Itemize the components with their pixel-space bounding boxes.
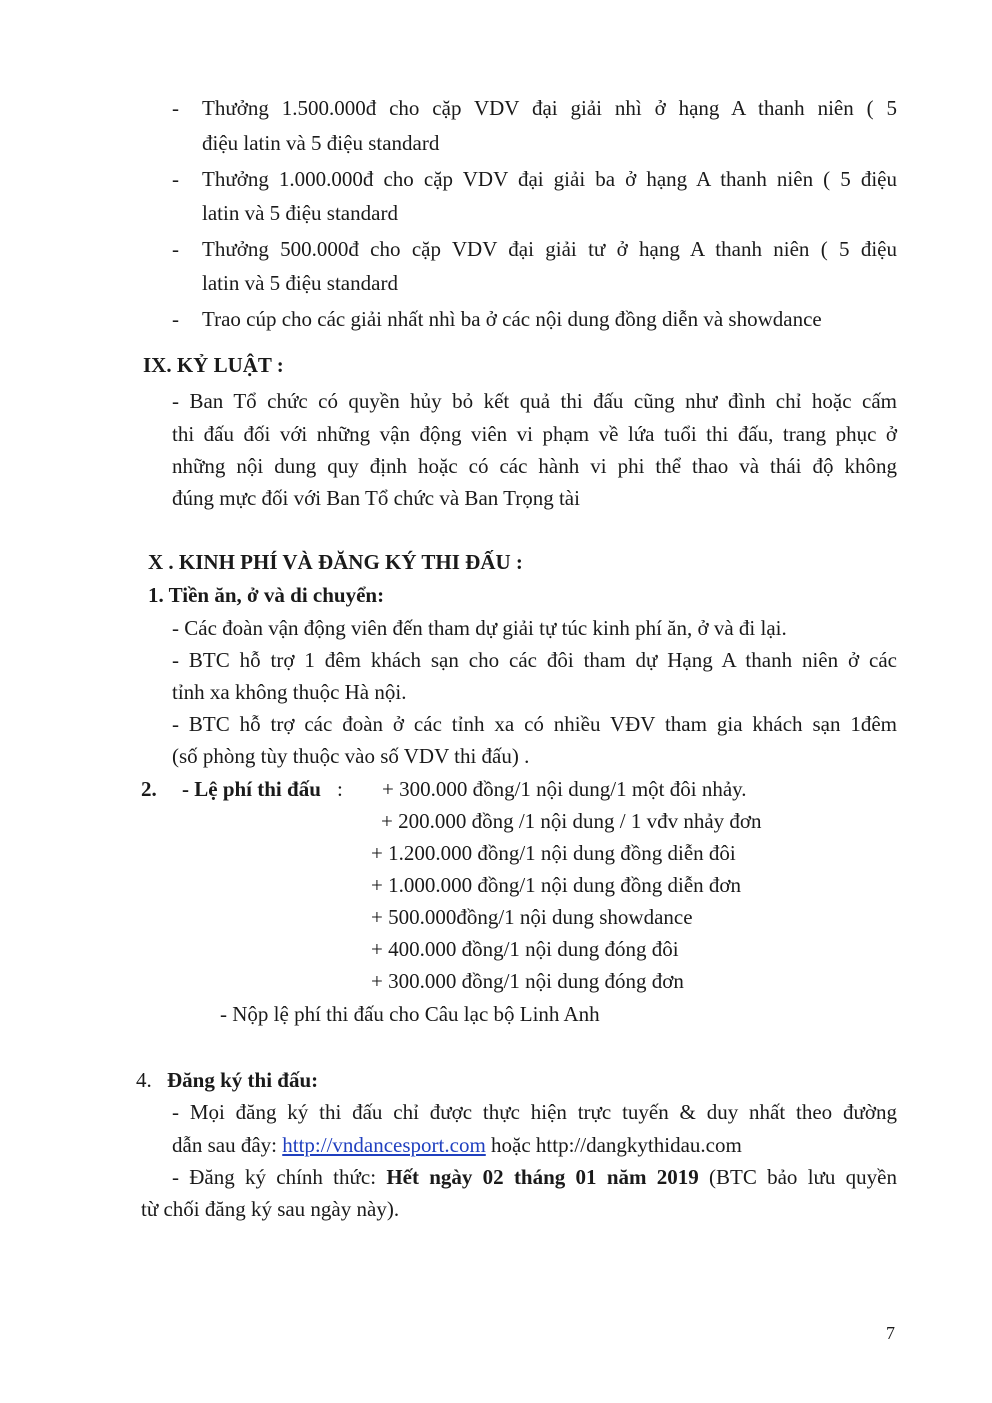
subsection-number: 2. xyxy=(141,777,157,801)
deadline-line xyxy=(172,1165,897,1190)
page-number: 7 xyxy=(886,1323,895,1343)
paragraph-line: - BTC hỗ trợ 1 đêm khách sạn cho các đôi tham dự Hạng A thanh niên ở các xyxy=(172,648,897,672)
paragraph-line: đúng mực đối với Ban Tổ chức và Ban Trọng tài xyxy=(172,486,580,510)
fee-item: + 1.200.000 đồng/1 nội dung đồng diễn đôi xyxy=(371,841,736,865)
paragraph-line: (số phòng tùy thuộc vào số VDV thi đấu) . xyxy=(172,744,530,768)
registration-links-line xyxy=(172,1133,742,1158)
section-heading: X . KINH PHÍ VÀ ĐĂNG KÝ THI ĐẤU : xyxy=(148,550,523,574)
subsection-heading: - Lệ phí thi đấu xyxy=(182,777,321,801)
subsection-heading: 1. Tiền ăn, ở và di chuyển: xyxy=(148,583,385,607)
paragraph-line: - BTC hỗ trợ các đoàn ở các tỉnh xa có nhiều VĐV tham gia khách sạn 1đêm xyxy=(172,712,897,736)
list-item-text: latin và 5 điệu standard xyxy=(202,201,398,225)
fee-item: + 200.000 đồng /1 nội dung / 1 vđv nhảy đơn xyxy=(381,809,762,833)
paragraph-line: - Mọi đăng ký thi đấu chỉ được thực hiện trực tuyến & duy nhất theo đường xyxy=(172,1100,897,1124)
paragraph-line: - Các đoàn vận động viên đến tham dự giải tự túc kinh phí ăn, ở và đi lại. xyxy=(172,616,787,640)
list-dash: - xyxy=(172,96,179,120)
paragraph-line: từ chối đăng ký sau ngày này). xyxy=(141,1197,400,1221)
deadline-date: Hết ngày 02 tháng 01 năm 2019 xyxy=(386,1165,699,1189)
fee-item: + 300.000 đồng/1 nội dung/1 một đôi nhảy. xyxy=(382,777,747,801)
fee-item: + 300.000 đồng/1 nội dung đóng đơn xyxy=(371,969,684,993)
subsection-number: 4. xyxy=(136,1068,152,1092)
link-suffix: hoặc http://dangkythidau.com xyxy=(485,1133,742,1157)
link-prefix: dẫn sau đây: xyxy=(172,1133,283,1157)
paragraph-line: những nội dung quy định hoặc có các hành vi phi thể thao và thái độ không xyxy=(172,454,897,478)
vndancesport-link[interactable]: http://vndancesport.com xyxy=(282,1133,486,1157)
fee-payment-note: - Nộp lệ phí thi đấu cho Câu lạc bộ Linh Anh xyxy=(220,1002,600,1026)
list-item-text: Thưởng 500.000đ cho cặp VDV đại giải tư ở hạng A thanh niên ( 5 điệu xyxy=(202,237,897,261)
list-dash: - xyxy=(172,307,179,331)
paragraph-line: - Ban Tổ chức có quyền hủy bỏ kết quả thi đấu cũng như đình chỉ hoặc cấm xyxy=(172,389,897,413)
list-item-text: Thưởng 1.000.000đ cho cặp VDV đại giải ba ở hạng A thanh niên ( 5 điệu xyxy=(202,167,897,191)
paragraph-line: thi đấu đối với những vận động viên vi phạm về lứa tuổi thi đấu, trang phục ở xyxy=(172,422,897,446)
section-heading: IX. KỶ LUẬT : xyxy=(143,353,284,377)
paragraph-line: tỉnh xa không thuộc Hà nội. xyxy=(172,680,407,704)
heading-colon: : xyxy=(337,777,343,801)
fee-item: + 1.000.000 đồng/1 nội dung đồng diễn đơn xyxy=(371,873,742,897)
list-item-text: latin và 5 điệu standard xyxy=(202,271,398,295)
subsection-heading: Đăng ký thi đấu: xyxy=(167,1068,319,1092)
list-dash: - xyxy=(172,237,179,261)
list-item-text: Trao cúp cho các giải nhất nhì ba ở các nội dung đồng diễn và showdance xyxy=(202,307,822,331)
fee-item: + 400.000 đồng/1 nội dung đóng đôi xyxy=(371,937,679,961)
deadline-prefix: - Đăng ký chính thức: xyxy=(172,1165,387,1189)
list-dash: - xyxy=(172,167,179,191)
list-item-text: Thưởng 1.500.000đ cho cặp VDV đại giải nhì ở hạng A thanh niên ( 5 xyxy=(202,96,897,120)
list-item-text: điệu latin và 5 điệu standard xyxy=(202,131,440,155)
deadline-suffix: (BTC bảo lưu quyền xyxy=(698,1165,897,1189)
fee-item: + 500.000đồng/1 nội dung showdance xyxy=(371,905,693,929)
